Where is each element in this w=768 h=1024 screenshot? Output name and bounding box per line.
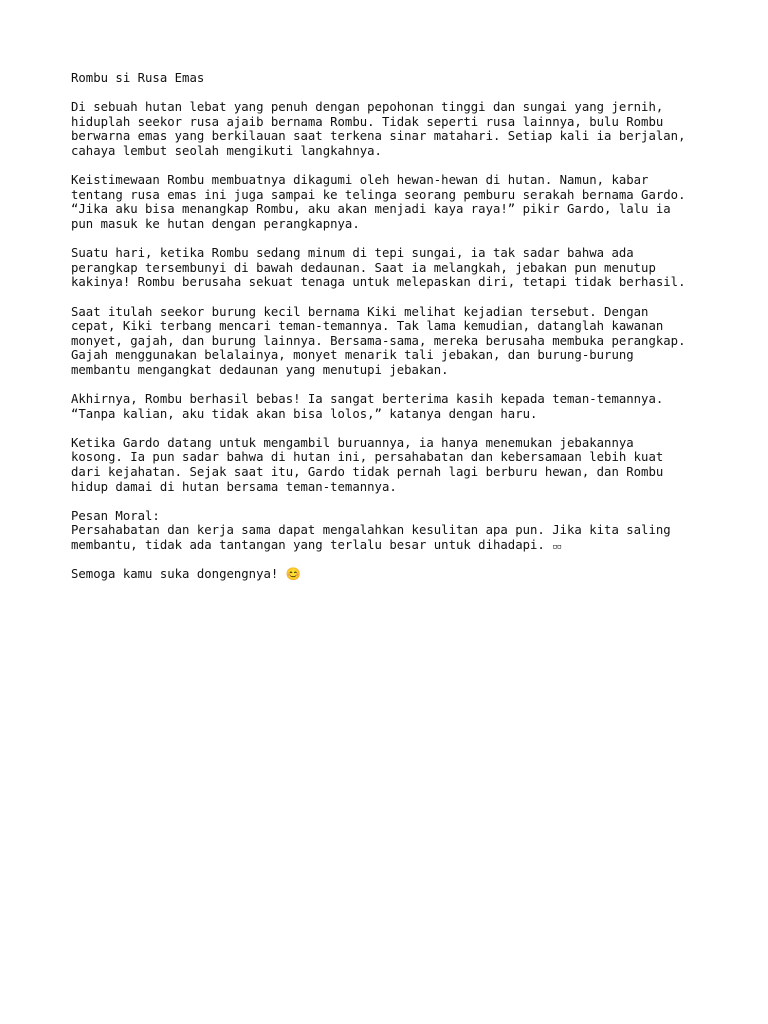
closing-line: Semoga kamu suka dongengnya! 😊 [71, 567, 302, 582]
paragraph-line: “Jika aku bisa menangkap Rombu, aku akan menjadi kaya raya!” pikir Gardo, lalu ia [71, 202, 671, 217]
paragraph-line: hidup damai di hutan bersama teman-temannya. [71, 479, 397, 494]
paragraph-line: tentang rusa emas ini juga sampai ke telinga seorang pemburu serakah bernama Gardo. [71, 187, 686, 202]
paragraph-line: monyet, gajah, dan burung lainnya. Bersama-sama, mereka berusaha membuka perangkap. [71, 333, 686, 348]
paragraph-line: pun masuk ke hutan dengan perangkapnya. [71, 216, 360, 231]
paragraph-line: berwarna emas yang berkilauan saat terkena sinar matahari. Setiap kali ia berjalan, [71, 129, 686, 144]
story-paragraph [71, 173, 711, 231]
story-title: Rombu si Rusa Emas [71, 71, 205, 85]
moral-label: Pesan Moral: [71, 508, 160, 523]
story-body [71, 100, 711, 494]
story-paragraph [71, 100, 711, 158]
paragraph-line: kosong. Ia pun sadar bahwa di hutan ini, persahabatan dan kebersamaan lebih kuat [71, 450, 664, 465]
missing-glyph-boxes: ▫▫ [552, 542, 562, 552]
paragraph-line: membantu mengangkat dedaunan yang menutupi jebakan. [71, 362, 449, 377]
paragraph-line: Suatu hari, ketika Rombu sedang minum di tepi sungai, ia tak sadar bahwa ada [71, 246, 634, 261]
document-page [71, 71, 711, 582]
paragraph-line: Gajah menggunakan belalainya, monyet menarik tali jebakan, dan burung-burung [71, 348, 634, 363]
paragraph-line: Saat itulah seekor burung kecil bernama Kiki melihat kejadian tersebut. Dengan [71, 304, 649, 319]
story-paragraph [71, 305, 711, 378]
paragraph-line: hiduplah seekor rusa ajaib bernama Rombu. Tidak seperti rusa lainnya, bulu Rombu [71, 114, 664, 129]
paragraph-line: Akhirnya, Rombu berhasil bebas! Ia sangat berterima kasih kepada teman-temannya. [71, 392, 664, 407]
paragraph-line: Di sebuah hutan lebat yang penuh dengan pepohonan tinggi dan sungai yang jernih, [71, 100, 664, 115]
paragraph-line: dari kejahatan. Sejak saat itu, Gardo tidak pernah lagi berburu hewan, dan Rombu [71, 465, 664, 480]
story-paragraph [71, 392, 711, 421]
moral-line-2 [71, 538, 711, 553]
paragraph-line: perangkap tersembunyi di bawah dedaunan. Saat ia melangkah, jebakan pun menutup [71, 260, 656, 275]
paragraph-line: cepat, Kiki terbang mencari teman-temannya. Tak lama kemudian, datanglah kawanan [71, 319, 664, 334]
story-paragraph [71, 246, 711, 290]
paragraph-line: Ketika Gardo datang untuk mengambil buruannya, ia hanya menemukan jebakannya [71, 435, 634, 450]
moral-section [71, 509, 711, 553]
paragraph-line: cahaya lembut seolah mengikuti langkahnya. [71, 143, 382, 158]
paragraph-line: “Tanpa kalian, aku tidak akan bisa lolos,” katanya dengan haru. [71, 406, 538, 421]
paragraph-line: Keistimewaan Rombu membuatnya dikagumi oleh hewan-hewan di hutan. Namun, kabar [71, 173, 649, 188]
story-paragraph [71, 436, 711, 494]
paragraph-line: kakinya! Rombu berusaha sekuat tenaga untuk melepaskan diri, tetapi tidak berhasil. [71, 275, 686, 290]
moral-line-1: Persahabatan dan kerja sama dapat mengalahkan kesulitan apa pun. Jika kita saling [71, 523, 671, 538]
moral-line-2-text: membantu, tidak ada tantangan yang terlalu besar untuk dihadapi. [71, 538, 553, 552]
